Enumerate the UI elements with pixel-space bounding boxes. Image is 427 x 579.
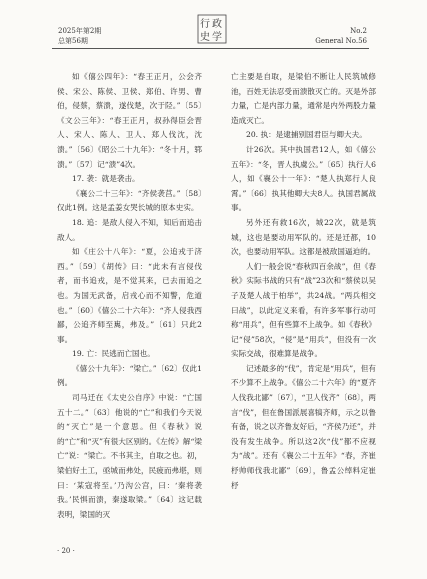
journal-issue-info (58, 26, 101, 46)
paragraph: 计26次。其中执国君12人，如《僖公五年》：“冬，晋人执虞公。”〔65〕执行人6人，如《襄公十一年》：“楚人执郑行人良霄。”〔66〕执其他卿大夫8人。执国君属战事。 (231, 144, 376, 213)
header-rule (52, 48, 369, 49)
paragraph: 《襄公二十三年》：“齐侯袭莒。”〔58〕仅此1例。这是孟姜女哭长城的原本史实。 (57, 188, 202, 213)
journal-logo (197, 14, 227, 44)
left-text-column (57, 70, 202, 522)
svg-text:史: 史 (200, 32, 210, 43)
svg-text:行: 行 (200, 19, 210, 30)
right-text-column (231, 70, 376, 493)
svg-text:学: 学 (212, 32, 222, 43)
paragraph: 18. 追：是敌人侵入不知，知后而追击敌人。 (57, 217, 202, 242)
total-issue-en: General No.56 (315, 37, 367, 45)
paragraph: 如《僖公四年》：“春王正月，公会齐侯、宋公、陈侯、卫侯、郑伯、许男、曹伯，侵蔡，蔡溃，遂伐楚，次于陉。”〔55〕《文公三年》：“春王正月，叔孙得臣会晋人、宋人、陈人、卫人、郑人伐沈，沈溃。”〔56〕《昭公二十九年》：“冬十月，郓溃。”〔57〕记“溃”4次。 (57, 72, 202, 169)
paragraph: 17. 袭：就是袭击。 (72, 174, 140, 184)
svg-text:政: 政 (212, 19, 222, 30)
journal-issue-info-en (315, 26, 367, 46)
paragraph: 司马迁在《太史公自序》中说：“亡国五十二。”〔63〕他说的“亡”和我们今天说的“灭亡”是一个意思。但《春秋》说的“亡”和“灭”有很大区别的。《左传》解“梁亡”说：“梁亡。不书其主，自取之也。初，梁伯好土工，亟城而弗处，民疲而弗堪，则曰：‘某寇将至。’乃沟公宫，曰：‘秦将袭我。’民惧而溃，秦遂取梁。”〔64〕这记载表明，梁国的灭 (57, 393, 202, 519)
paragraph: 20. 执：是逮捕别国君臣与卿大夫。 (246, 130, 367, 140)
paragraph: 人们一般会说“春秋四百余战”，但《春秋》实际书战的只有“战”23次和“蔡侯以吴子及楚人战于柏举”，共24战。“两兵相交曰战”，以此定义来看，有许多军事行动可称“用兵”，但有些算不上战争。如《春秋》记“侵”58次，“侵”是“用兵”，但没有一次实际交战，很难算是战争。 (231, 261, 376, 359)
page-number: · 20 · (57, 547, 75, 555)
paragraph: 记述最多的“伐”，肯定是“用兵”，但有不少算不上战争。《僖公二十六年》的“夏齐人伐我北鄙”〔67〕，“卫人伐齐”〔68〕，两言“伐”，但在鲁国派展喜犒齐师，示之以鲁有备，说之以齐鲁友好后，“齐侯乃还”，并没有发生战争。所以这2次“伐”都不应视为“战”。还有《襄公二十五年》“春，齐崔杼帅师伐我北鄙”〔69〕，鲁孟公绰料定崔杼 (231, 363, 376, 490)
paragraph: 亡主要是自取，是梁伯不断让人民筑城修池，百姓无法忍受而溃散灭亡的。灭是外部力量，亡是内部力量，通常是内外两股力量造成灭亡。 (231, 72, 376, 125)
paragraph: 《僖公十九年》：“梁亡。”〔62〕仅此1例。 (57, 363, 202, 388)
issue-en: No.2 (350, 27, 367, 35)
paragraph: 如《庄公十八年》：“夏，公追戎于济西。”〔59〕《胡传》曰：“此未有言侵伐者，而书追戎，是不觉其来，已去而追之也。为国无武备，启戎心而不知警，危道也。”〔60〕《僖公二十六年》：“齐人侵我西鄙，公追齐师至嶲，弗及。”〔61〕只此2事。 (57, 247, 202, 344)
paragraph: 19. 亡：民逃而亡国也。 (72, 349, 155, 359)
issue-cn: 2025年第2期 (58, 27, 102, 35)
total-issue-cn: 总第56期 (58, 37, 88, 45)
paragraph: 另外还有救16次，城22次，就是筑城，这也是要动用军队的。还是迁都，10次，也要动用军队。这都是被敌国逼迫的。 (231, 217, 376, 257)
